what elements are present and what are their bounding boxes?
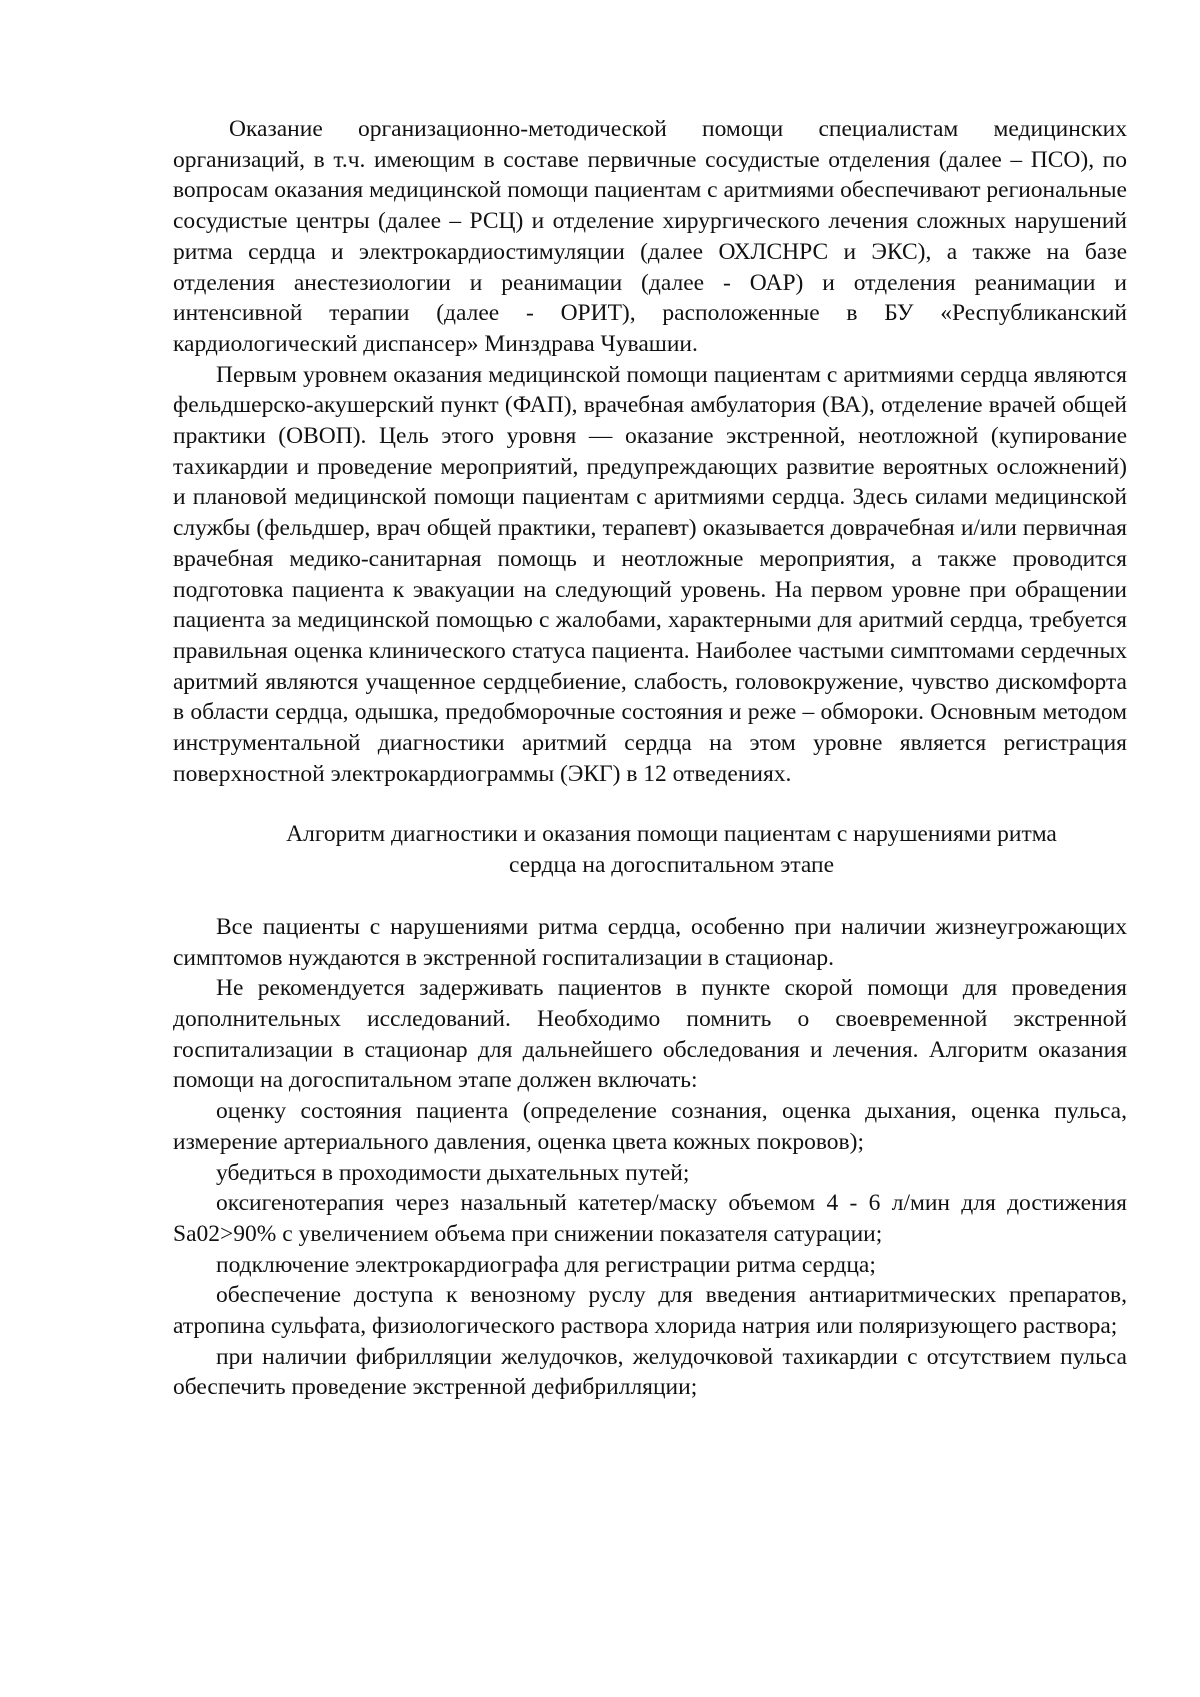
paragraph-organizational-support: Оказание организационно-методической помощи специалистам медицинских организаций, в т.ч. имеющим в составе первичные сосудистые отделения (далее – ПСО), по вопросам оказания медицинской помощи пациентам с аритмиями обеспечивают региональные сосудистые центры (далее – РСЦ) и отделение хирургического лечения сложных нарушений ритма сердца и электрокардиостимуляции (далее ОХЛСНРС и ЭКС), а также на базе отделения анестезиологии и реанимации (далее - ОАР) и отделения реанимации и интенсивной терапии (далее - ОРИТ), расположенные в БУ «Республиканский кардиологический диспансер» Минздрава Чувашии. (173, 116, 1127, 357)
list-item-oxygen-therapy: оксигенотерапия через назальный катетер/маску объемом 4 - 6 л/мин для достижения Sa02>90% с увеличением объема при снижении показателя сатурации; (173, 1190, 1127, 1247)
list-item-airway: убедиться в проходимости дыхательных путей; (216, 1159, 690, 1186)
paragraph-hospitalization: Все пациенты с нарушениями ритма сердца, особенно при наличии жизнеугрожающих симптомов нуждаются в экстренной госпитализации в стационар. (173, 913, 1127, 971)
section-heading-line-2: сердца на догоспитальном этапе (508, 852, 835, 879)
list-item-ecg: подключение электрокардиографа для регистрации ритма сердца; (216, 1251, 876, 1278)
list-item-assessment: оценку состояния пациента (определение сознания, оценка дыхания, оценка пульса, измерение артериального давления, оценка цвета кожных покровов); (173, 1098, 1127, 1155)
list-item-venous-access: обеспечение доступа к венозному руслу для введения антиаритмических препаратов, атропина сульфата, физиологического раствора хлорида натрия или поляризующего раствора; (173, 1282, 1127, 1340)
section-heading-line-1: Алгоритм диагностики и оказания помощи пациентам с нарушениями ритма (286, 821, 1057, 848)
paragraph-first-level-care: Первым уровнем оказания медицинской помощи пациентам с аритмиями сердца являются фельдшерско-акушерский пункт (ФАП), врачебная амбулатория (ВА), отделение врачей общей практики (ОВОП). Цель этого уровня — оказание экстренной, неотложной (купирование тахикардии и проведение мероприятий, предупреждающих развитие вероятных осложнений) и плановой медицинской помощи пациентам с аритмиями сердца. Здесь силами медицинской службы (фельдшер, врач общей практики, терапевт) оказывается доврачебная и/или первичная врачебная медико-санитарная помощь и неотложные мероприятия, а также проводится подготовка пациента к эвакуации на следующий уровень. На первом уровне при обращении пациента за медицинской помощью с жалобами, характерными для аритмий сердца, требуется правильная оценка клинического статуса пациента. Наиболее частыми симптомами сердечных аритмий являются учащенное сердцебиение, слабость, головокружение, чувство дискомфорта в области сердца, одышка, предобморочные состояния и реже – обмороки. Основным методом инструментальной диагностики аритмий сердца на этом уровне является регистрация поверхностной электрокардиограммы (ЭКГ) в 12 отведениях. (173, 361, 1127, 787)
paragraph-algorithm-intro: Не рекомендуется задерживать пациентов в пункте скорой помощи для проведения дополнительных исследований. Необходимо помнить о своевременной экстренной госпитализации в стационар для дальнейшего обследования и лечения. Алгоритм оказания помощи на догоспитальном этапе должен включать: (173, 975, 1127, 1094)
document-page (173, 114, 1127, 1403)
section-heading (173, 819, 1127, 880)
list-item-defibrillation: при наличии фибрилляции желудочков, желудочковой тахикардии с отсутствием пульса обеспечить проведение экстренной дефибрилляции; (173, 1343, 1127, 1401)
